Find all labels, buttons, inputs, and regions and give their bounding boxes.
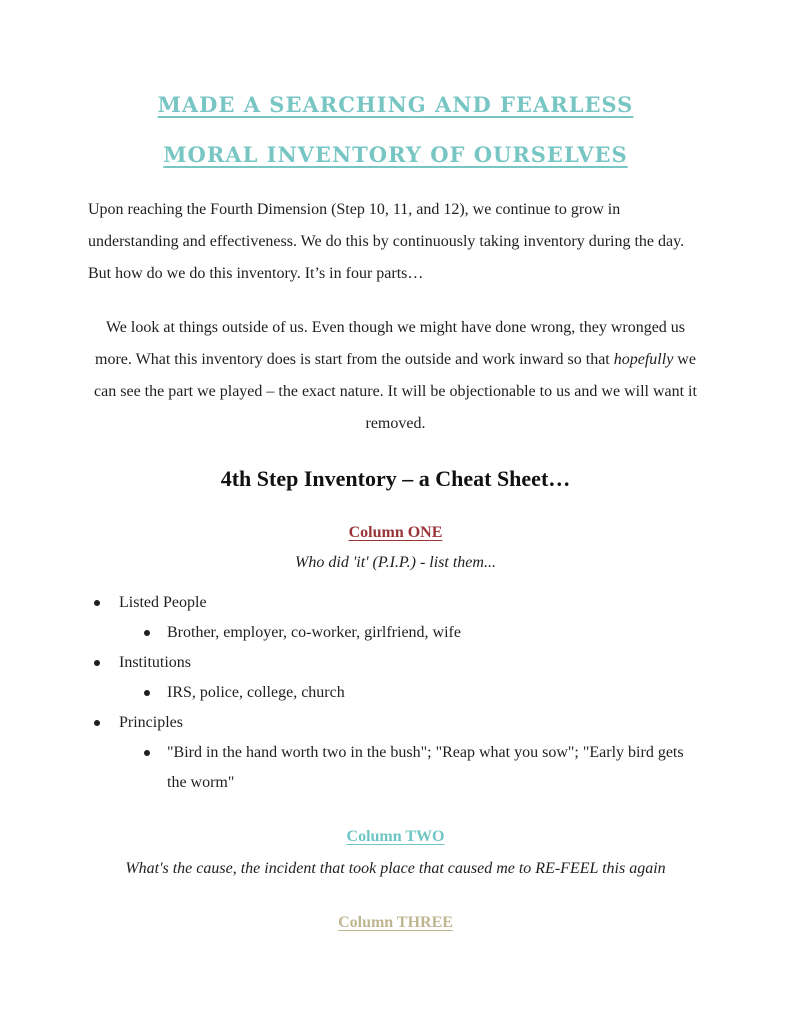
column-three-heading: Column THREE <box>338 914 453 931</box>
bullet-icon <box>144 690 150 696</box>
list-subitem <box>88 738 703 798</box>
column-one-subtitle: Who did 'it' (P.I.P.) - list them... <box>295 554 496 571</box>
list-item-label: Listed People <box>119 594 207 611</box>
bullet-icon <box>94 600 100 606</box>
column-two-heading: Column TWO <box>346 828 445 845</box>
column-one-list <box>88 588 703 798</box>
list-subitem-label: IRS, police, college, church <box>167 684 345 701</box>
outside-paragraph-italic-word: hopefully <box>613 351 674 368</box>
document-title-line-1: MADE A SEARCHING AND FEARLESS <box>157 92 634 117</box>
bullet-icon <box>94 720 100 726</box>
column-two-subtitle: What's the cause, the incident that took place that caused me to RE-FEEL this again <box>125 860 666 877</box>
list-subitem-label: Brother, employer, co-worker, girlfriend, wife <box>167 624 461 641</box>
list-item-label: Principles <box>119 714 183 731</box>
list-item-label: Institutions <box>119 654 192 671</box>
list-item <box>88 708 703 738</box>
list-subitem <box>88 678 703 708</box>
cheat-sheet-heading: 4th Step Inventory – a Cheat Sheet… <box>220 466 571 491</box>
document-title-line-2: MORAL INVENTORY OF OURSELVES <box>163 142 628 167</box>
bullet-icon <box>144 750 150 756</box>
list-item <box>88 648 703 678</box>
intro-paragraph: Upon reaching the Fourth Dimension (Step 10, 11, and 12), we continue to grow in understanding and effectiveness. We do this by continuously taking inventory during the day. But how do we do this inventory. It’s in four parts… <box>88 201 685 282</box>
list-subitem-label: "Bird in the hand worth two in the bush"; "Reap what you sow"; "Early bird gets the worm" <box>167 744 684 791</box>
column-one-heading: Column ONE <box>348 524 443 541</box>
bullet-icon <box>94 660 100 666</box>
outside-paragraph <box>88 312 703 440</box>
outside-paragraph-after: we can see the part we played – the exact nature. It will be objectionable to us and we will want it removed. <box>94 351 697 432</box>
list-subitem <box>88 618 703 648</box>
bullet-icon <box>144 630 150 636</box>
list-item <box>88 588 703 618</box>
outside-paragraph-before: We look at things outside of us. Even though we might have done wrong, they wronged us more. What this inventory does is start from the outside and work inward so that <box>95 319 686 368</box>
